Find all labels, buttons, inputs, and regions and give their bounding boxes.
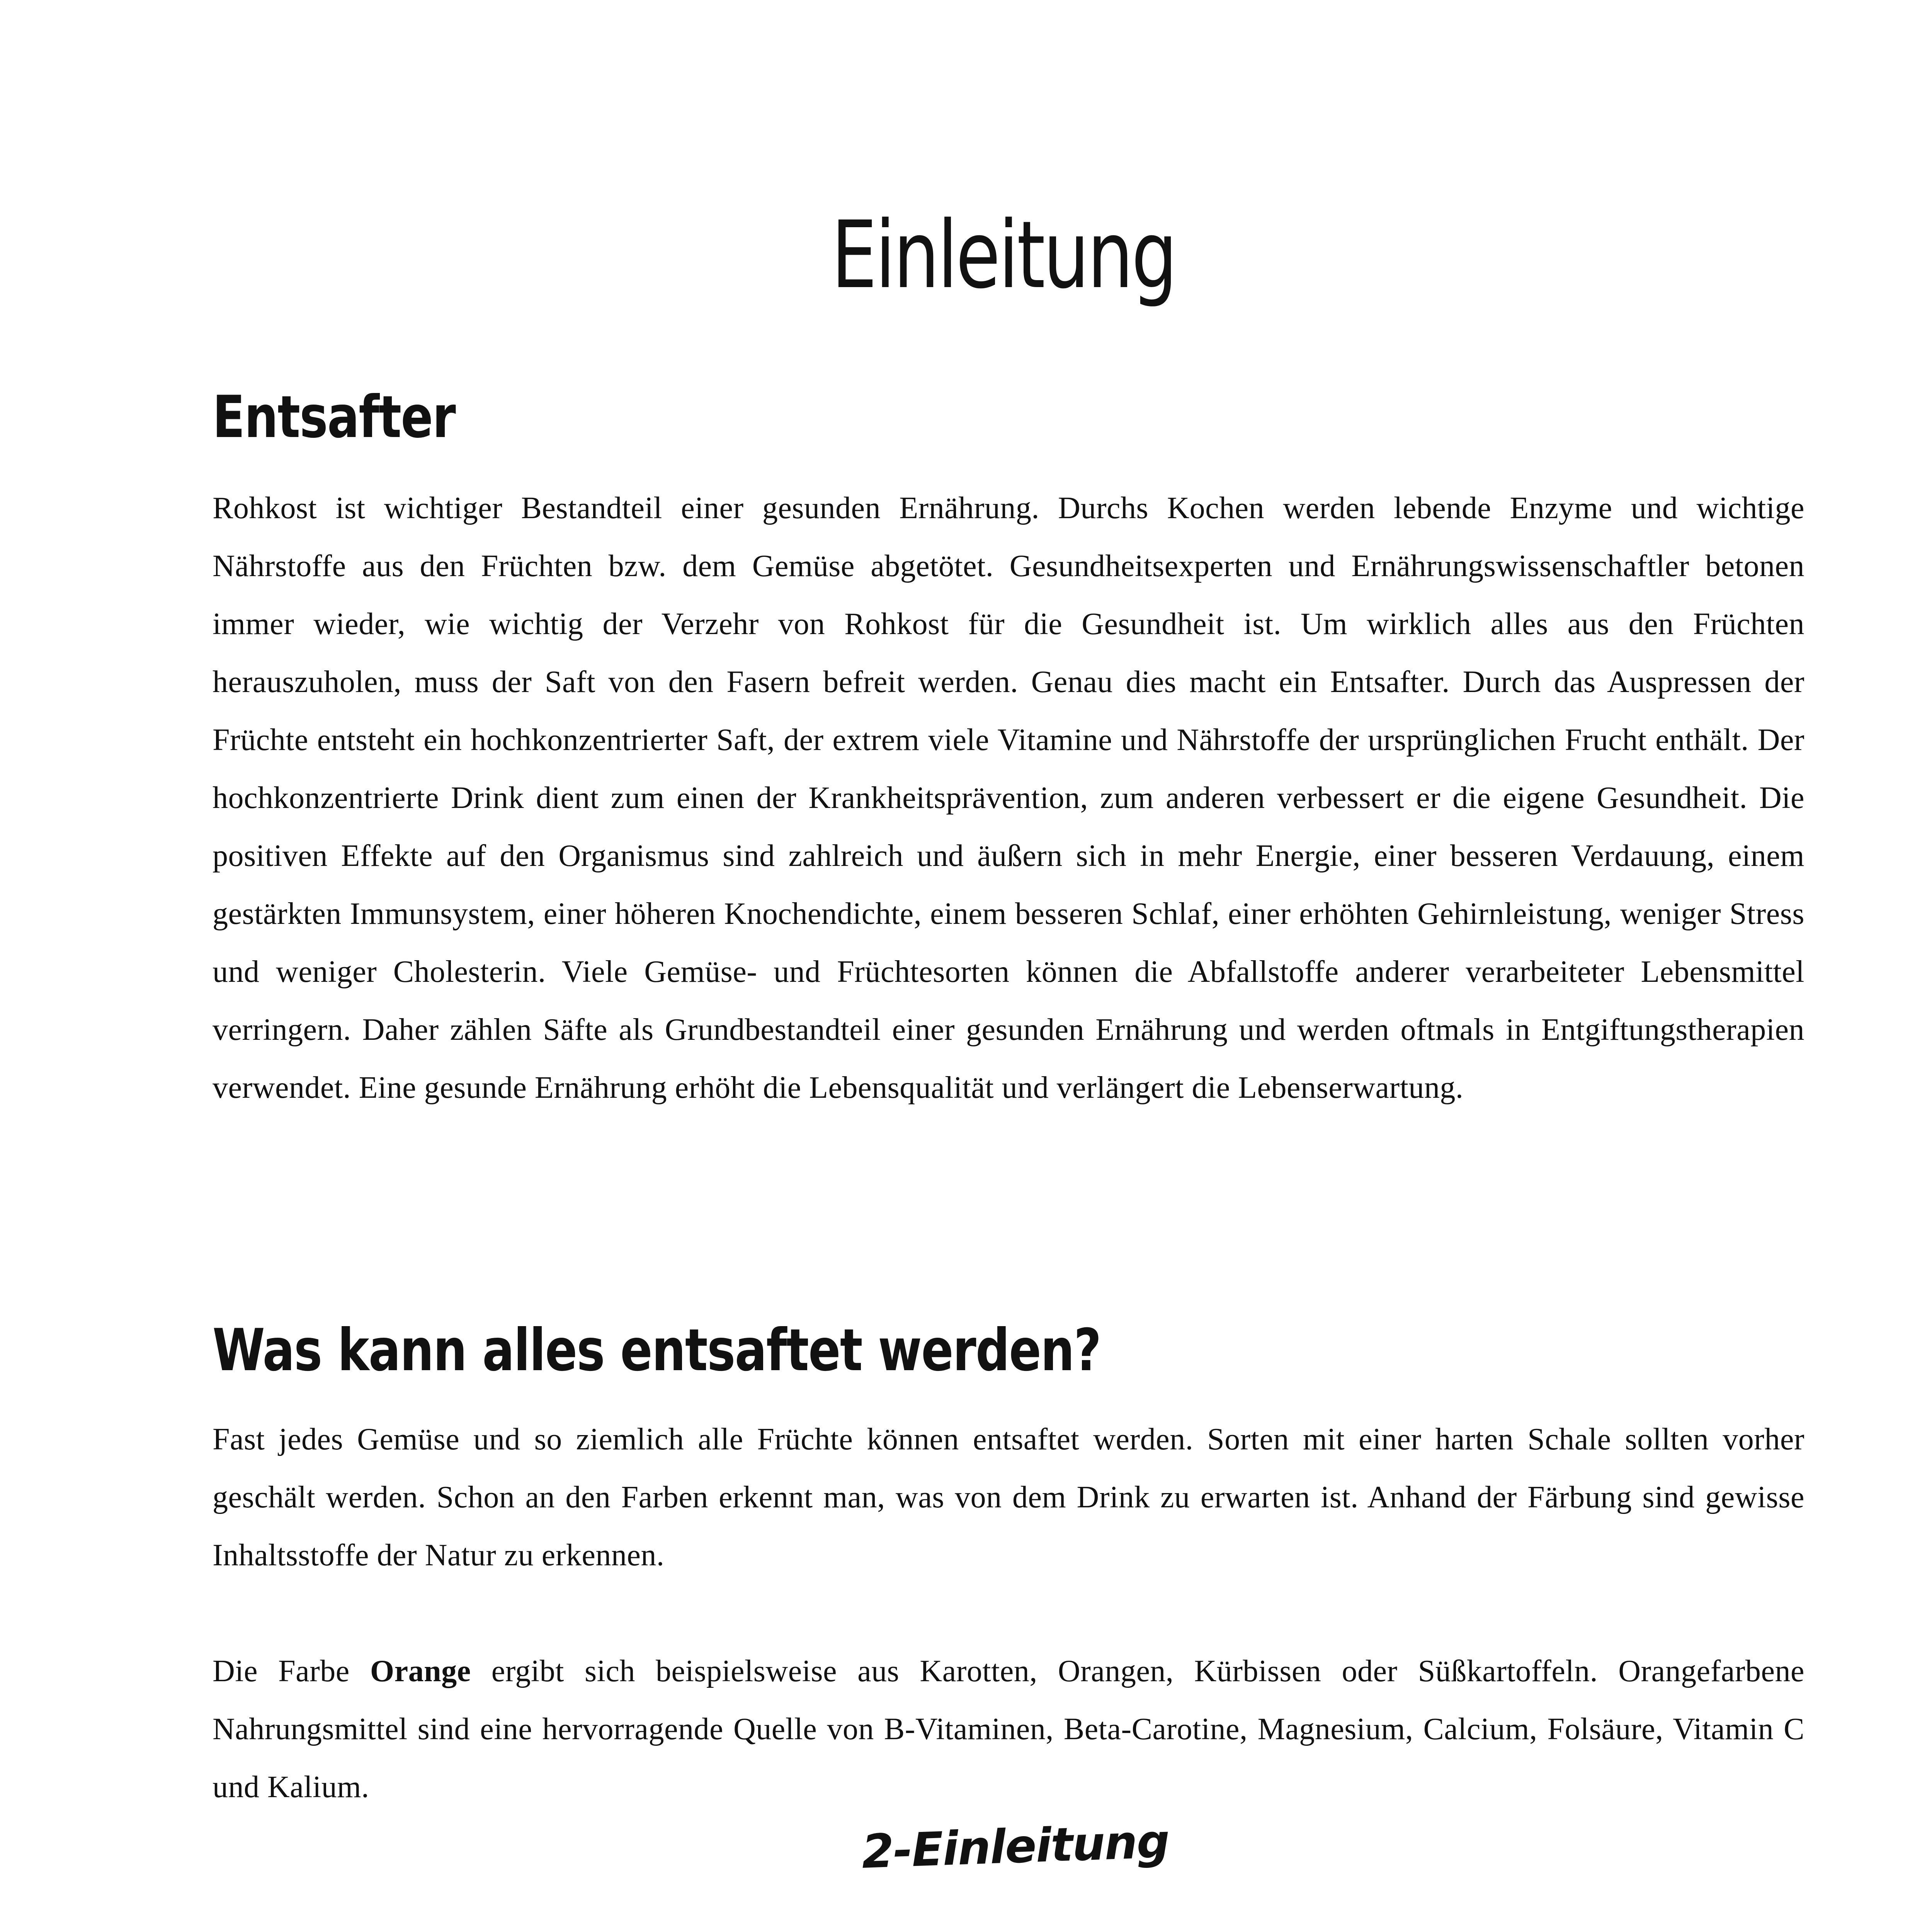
- paragraph-orange-lead: Die Farbe: [213, 1654, 370, 1688]
- paragraph-entsaften-intro: Fast jedes Gemüse und so ziemlich alle Früchte können entsaftet werden. Sorten mit einer harten Schale sollten vorher geschält werden. Schon an den Farben erkennt man, was von dem Drink zu erwarten ist. Anhand der Färbung sind gewisse Inhaltsstoffe der Natur zu erkennen.: [213, 1422, 1804, 1572]
- paragraph-orange: [213, 1642, 1804, 1816]
- paragraph-orange-rest: ergibt sich beispielsweise aus Karotten, Orangen, Kürbissen oder Süßkartoffeln. Orangefarbene Nahrungsmittel sind eine hervorragende Quelle von B-Vitaminen, Beta-Carotine, Magnesium, Calcium, Folsäure, Vitamin C und Kalium.: [213, 1654, 1804, 1804]
- paragraph-entsafter: Rohkost ist wichtiger Bestandteil einer gesunden Ernährung. Durchs Kochen werden lebende Enzyme und wichtige Nährstoffe aus den Früchten bzw. dem Gemüse abgetötet. Gesundheitsexperten und Ernährungswissenschaftler betonen immer wieder, wie wichtig der Verzehr von Rohkost für die Gesundheit ist. Um wirklich alles aus den Früchten herauszuholen, muss der Saft von den Fasern befreit werden. Genau dies macht ein Entsafter. Durch das Auspressen der Früchte entsteht ein hochkonzentrierter Saft, der extrem viele Vitamine und Nährstoffe der ursprünglichen Frucht enthält. Der hochkonzentrierte Drink dient zum einen der Krankheitsprävention, zum anderen verbessert er die eigene Gesundheit. Die positiven Effekte auf den Organismus sind zahlreich und äußern sich in mehr Energie, einer besseren Verdauung, einem gestärkten Immunsystem, einer höheren Knochendichte, einem besseren Schlaf, einer erhöhten Gehirnleistung, weniger Stress und weniger Cholesterin. Viele Gemüse- und Früchtesorten können die Abfallstoffe anderer verarbeiteter Lebensmittel verringern. Daher zählen Säfte als Grundbestandteil einer gesunden Ernährung und werden oftmals in Entgiftungstherapien verwendet. Eine gesunde Ernährung erhöht die Lebensqualität und verlängert die Lebenserwartung.: [213, 491, 1804, 1105]
- orange-keyword: Orange: [370, 1654, 471, 1688]
- section-heading-was-kann: Was kann alles entsaftet werden?: [213, 1317, 1101, 1384]
- section-heading-entsafter: Entsafter: [213, 384, 456, 451]
- page-title: Einleitung: [831, 201, 1176, 309]
- page-footer: 2-Einleitung: [861, 1815, 1170, 1879]
